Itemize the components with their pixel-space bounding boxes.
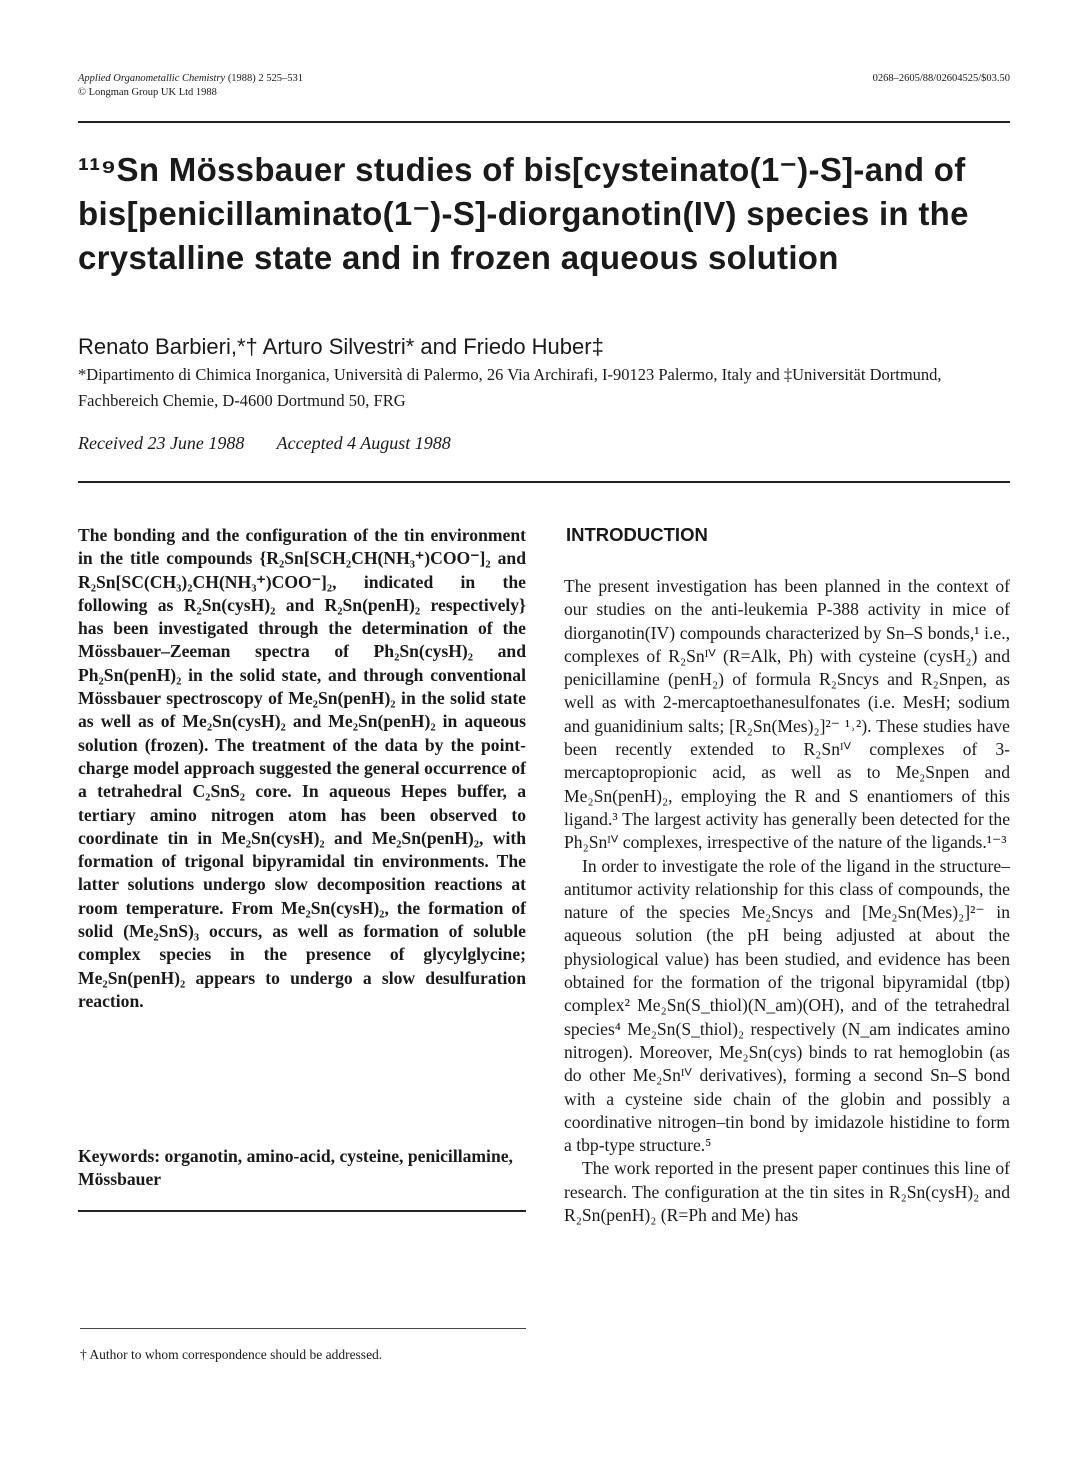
copyright-line: © Longman Group UK Ltd 1988 [78, 87, 217, 98]
footnote-rule [80, 1328, 526, 1329]
footnote: † Author to whom correspondence should be addressed. [80, 1347, 383, 1362]
article-dates [78, 433, 479, 454]
authors: Renato Barbieri,*† Arturo Silvestri* and Friedo Huber‡ [78, 334, 604, 359]
keywords: Keywords: organotin, amino-acid, cysteine, penicillamine, Mössbauer [78, 1146, 513, 1190]
intro-paragraph: The work reported in the present paper continues this line of research. The configuration at the tin sites in R₂Sn(cysH)₂ and R₂Sn(penH)₂ (R=Ph and Me) has [564, 1158, 1010, 1226]
journal-name: Applied Organometallic Chemistry [78, 73, 226, 84]
accepted-date: Accepted 4 August 1988 [276, 433, 451, 453]
abstract: The bonding and the configuration of the tin environment in the title compounds {R₂Sn[SCH₂CH(NH₃⁺)COO⁻]₂ and R₂Sn[SC(CH₃)₂CH(NH₃⁺)COO⁻]₂, indicated in the following as R₂Sn(cysH)₂ and R₂Sn(penH)₂ respectively} has been investigated through the determination of the Mössbauer–Zeeman spectra of Ph₂Sn(cysH)₂ and Ph₂Sn(penH)₂ in the solid state, and through conventional Mössbauer spectroscopy of Me₂Sn(penH)₂ in the solid state as well as of Me₂Sn(cysH)₂ and Me₂Sn(penH)₂ in aqueous solution (frozen). The treatment of the data by the point-charge model approach suggested the general occurrence of a tetrahedral C₂SnS₂ core. In aqueous Hepes buffer, a tertiary amino nitrogen atom has been observed to coordinate tin in Me₂Sn(cysH)₂ and Me₂Sn(penH)₂, with formation of trigonal bipyramidal tin environments. The latter solutions undergo slow decomposition reactions at room temperature. From Me₂Sn(cysH)₂, the formation of solid (Me₂SnS)₃ occurs, as well as formation of soluble complex species in the presence of glycylglycine; Me₂Sn(penH)₂ appears to undergo a slow desulfuration reaction. [78, 525, 526, 1011]
introduction-body [564, 575, 1010, 1227]
intro-paragraph: The present investigation has been planned in the context of our studies on the anti-leukemia P-388 activity in mice of diorganotin(IV) compounds characterized by Sn–S bonds,¹ i.e., complexes of R₂Snᴵⱽ (R=Alk, Ph) with cysteine (cysH₂) and penicillamine (penH₂) of formula R₂Sncys and R₂Snpen, as well as with 2-mercaptoethanesulfonates (i.e. MesH; sodium and guanidinium salts; [R₂Sn(Mes)₂]²⁻ ¹˒²). These studies have been recently extended to R₂Snᴵⱽ complexes of 3-mercaptopropionic acid, as well as to Me₂Snpen and Me₂Sn(penH)₂, employing the R and S enantiomers of this ligand.³ The largest activity has generally been detected for the Ph₂Snᴵⱽ complexes, irrespective of the nature of the ligands.¹⁻³ [564, 576, 1010, 853]
journal-volume-pages: (1988) 2 525–531 [225, 73, 304, 84]
section-heading-introduction: INTRODUCTION [566, 524, 708, 545]
received-date: Received 23 June 1988 [78, 433, 245, 453]
intro-paragraph: In order to investigate the role of the ligand in the structure–antitumor activity relationship for this class of compounds, the nature of the species Me₂Sncys and [Me₂Sn(Mes)₂]²⁻ in aqueous solution (the pH being adjusted at about the physiological value) has been studied, and evidence has been obtained for the formation of the trigonal bipyramidal (tbp) complex² Me₂Sn(S_thiol)(N_am)(OH), and of the tetrahedral species⁴ Me₂Sn(S_thiol)₂ respectively (N_am indicates amino nitrogen). Moreover, Me₂Sn(cys) binds to rat hemoglobin (as do other Me₂Snᴵⱽ derivatives), forming a second Sn–S bond with a cysteine side chain of the globin and possibly a coordinative nitrogen–tin bond by imidazole histidine to form a tbp-type structure.⁵ [564, 855, 1010, 1156]
dates-rule [78, 481, 1010, 483]
journal-citation [78, 72, 303, 86]
journal-code: 0268–2605/88/02604525/$03.50 [872, 73, 1010, 84]
keywords-rule [78, 1210, 526, 1212]
running-header-left [78, 72, 303, 100]
article-title: ¹¹⁹Sn Mössbauer studies of bis[cysteinato(1⁻)-S]-and of bis[penicillaminato(1⁻)-S]-diorganotin(IV) species in the crystalline state and in frozen aqueous solution [78, 151, 969, 276]
header-rule [78, 121, 1010, 123]
affiliation: *Dipartimento di Chimica Inorganica, Università di Palermo, 26 Via Archirafi, I-90123 Palermo, Italy and ‡Universität Dortmund, Fachbereich Chemie, D-4600 Dortmund 50, FRG [78, 365, 942, 410]
